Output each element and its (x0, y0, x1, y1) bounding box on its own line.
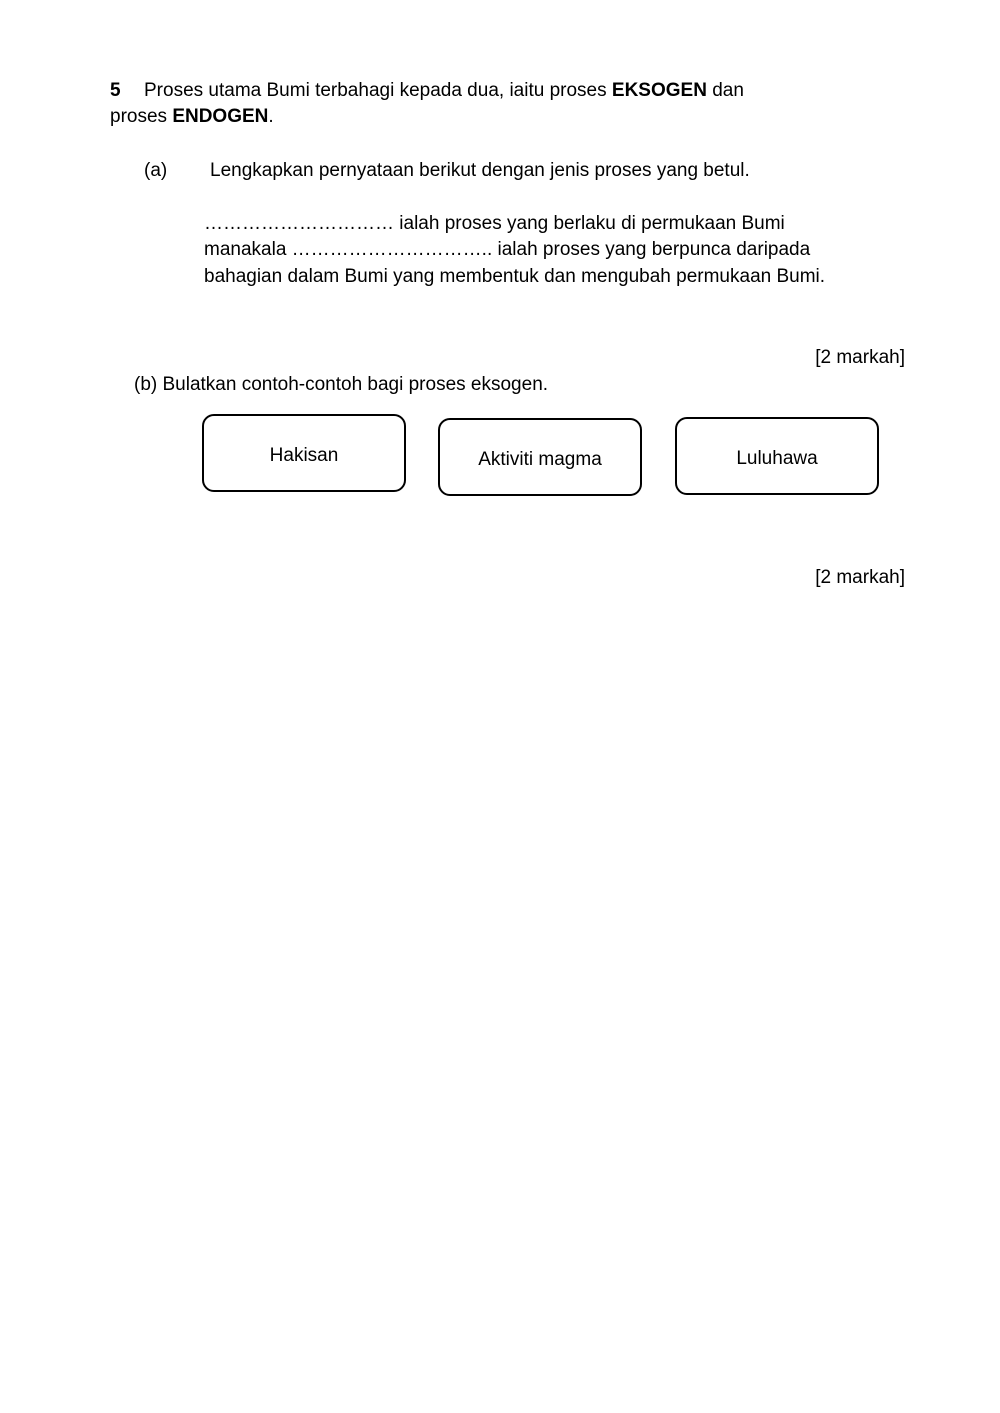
blank-answer-1[interactable]: ………………………… (204, 213, 394, 234)
statement-line3-text: bahagian dalam Bumi yang membentuk dan mengubah permukaan Bumi. (204, 266, 826, 287)
option-aktiviti-magma[interactable] (438, 418, 642, 496)
part-a-instruction-line (144, 158, 750, 184)
option-hakisan[interactable] (202, 414, 406, 492)
part-b-instruction: (b) Bulatkan contoh-contoh bagi proses eksogen. (134, 374, 549, 395)
statement-line1-text: ialah proses yang berlaku di permukaan Bumi (394, 213, 785, 234)
part-a-statement-line3 (204, 264, 825, 290)
intro-line2-text: proses (110, 106, 173, 127)
intro-line2-end: . (268, 106, 274, 127)
part-a-label: (a) (144, 160, 168, 181)
part-a-statement-line2 (204, 237, 810, 263)
intro-text-end: dan (706, 80, 744, 101)
statement-line2-end: ialah proses yang berpunca daripada (492, 239, 811, 260)
part-a-statement-line1 (204, 211, 785, 237)
option-label: Luluhawa (736, 448, 818, 469)
question-intro-line2 (110, 104, 274, 130)
term-eksogen: EKSOGEN (611, 80, 707, 101)
option-label: Hakisan (269, 445, 339, 466)
option-luluhawa[interactable] (675, 417, 879, 495)
intro-text: Proses utama Bumi terbahagi kepada dua, iaitu proses (144, 80, 612, 101)
blank-answer-2[interactable]: ………………………….. (291, 239, 493, 260)
question-number: 5 (110, 80, 121, 101)
part-b-marks: [2 markah] (815, 567, 905, 588)
question-intro-line1 (110, 78, 744, 104)
term-endogen: ENDOGEN (172, 106, 269, 127)
option-label: Aktiviti magma (478, 449, 602, 470)
part-a-instruction: Lengkapkan pernyataan berikut dengan jenis proses yang betul. (210, 160, 750, 181)
statement-line2-text: manakala (204, 239, 292, 260)
part-a-marks: [2 markah] (815, 347, 905, 368)
